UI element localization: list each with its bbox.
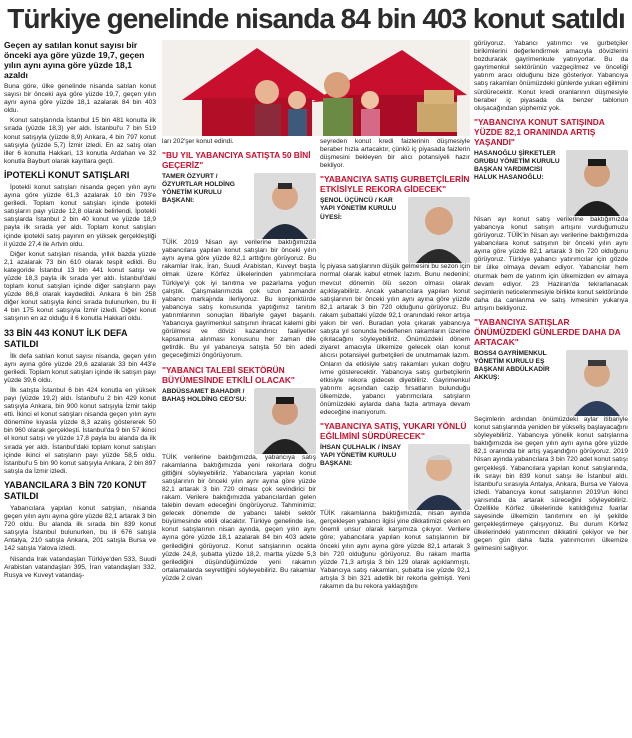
quote-title: "YABANCI TALEBİ SEKTÖRÜN BÜYÜMESİNDE ETKİLİ OLACAK" <box>162 364 295 385</box>
family-house-photo <box>162 40 470 136</box>
headline: Türkiye genelinde nisanda 84 bin 403 konut satıldı <box>7 3 625 34</box>
speaker-name: İHSAN ÇULHALIK / İNSAY YAPI YÖNETİM KURULU BAŞKANI: <box>320 444 401 468</box>
portrait-photo <box>566 150 628 216</box>
paragraph: İlk satışta İstanbul 6 bin 424 konutla en yüksek payı (yüzde 19,2) aldı. İstanbul'u 2 bin 429 konut satışıyla Ankara, bin 900 konut satışıyla İzmir takip etti. İkinci el konut satışları nisanda geçen yılın aynı dönemine kıyasla yüzde 8,3 azalış göstererek 50 bin 960 olarak gerçekleşti. İstanbul'da 9 bin 57 ikinci el konut satışı ve yüzde 17,8 payla bu alanda da ilk sırada yer aldı. İstanbul'daki toplam konut satışları içinde ikinci el satışların payı yüzde 58,5 oldu. İstanbul'u 5 bin 90 konut satışıyla Ankara, 2 bin 897 satışla da İzmir izledi. <box>4 386 156 475</box>
family-house-illustration <box>162 40 470 136</box>
column-1 <box>4 40 156 736</box>
speaker-block <box>162 388 316 454</box>
column-4 <box>474 40 628 736</box>
subheading: 33 BİN 443 KONUT İLK DEFA SATILDI <box>4 327 128 349</box>
paragraph: TÜİK rakamlarına baktığımızda, nisan ayında gerçekleşen yabancı ilgisi yine dikkatimizi çeken en önemli unsur olarak karşımıza çıkıyor. Verilere göre; yabancılara yapılan konut satışlarının bir önceki yılın aynı ayına göre yüzde 82,1 artarak 3 bin 720 olduğunu görüyoruz. Bu rakam martta yüzde 71,3 artışla 3 bin 129 olarak açıklanmıştı. Yabancıya satış rakamları, şubatta ise yüzde 92,1 artışla 3 bin 321 adetlik bir rekorla gelmişti. Yeni rakamın da bu rekora yaklaştığını <box>320 510 470 590</box>
speaker-name: BOSS4 GAYRİMENKUL YÖNETİM KURULU EŞ BAŞKANI ABDÜLKADİR AKKUŞ: <box>474 349 550 382</box>
paragraph: ları 202'şer konut edindi. <box>162 138 234 145</box>
speaker-block <box>474 150 628 216</box>
speaker-name: HASANOĞLU ŞİRKETLER GRUBU YÖNETİM KURULU BAŞKAN YARDIMCISI HALUK HASANOĞLU: <box>474 149 560 182</box>
paragraph: Nisanda Irak vatandaşları Türkiye'den 533, Suudi Arabistan vatandaşları 395, İran vatandaşları 332, Rusya ve Kuveyt vatandaş- <box>4 555 156 579</box>
speaker-block <box>474 350 628 416</box>
person-icon <box>254 388 316 454</box>
quote-title: "YABANCIYA SATIŞ, YUKARI YÖNLÜ EĞİLİMİNİ SÜRDÜRECEK" <box>320 421 467 442</box>
subheading: İPOTEKLİ KONUT SATIŞLARI <box>4 169 130 180</box>
speaker-block <box>162 173 316 239</box>
column-3 <box>320 138 470 736</box>
paragraph: İpotekli konut satışları nisanda geçen yılın aynı ayına göre yüzde 61,3 azalarak 10 bin 793'e geriledi. Toplam konut satışları içinde ipotekli satışların payı yüzde 12,8 olarak belirlendi. İpotekli satışlarda İstanbul 2 bin 40 konut ve yüzde 18,9 payla ilk sırada yer aldı. Toplam konut satışları içinde ipotekli satış payının en yüksek gerçekleştiği il yüzde 27,4 ile Artvin oldu. <box>4 183 156 248</box>
paragraph: TÜİK verilerine baktığımızda, yabancıya satış rakamlarına baktığımızda yeni rekorlara doğru gittiğini söyleyebiliriz. Yabancılara yapılan konut satışlarının bir önceki yılın aynı ayına göre yüzde 82,1 artarak 3 bin 720 olması çok sevindirici bir rakam. Verilere baktığımızda yabancılardan gelen talebin devam edeceğini öngörüyoruz. Tahminimiz; gelecek dönemde de yabancı talebi sektör büyümesinde etkili olacaktır. Türkiye genelinde ise, konut satışlarının nisan ayında, geçen yılın aynı ayına göre yüzde 18,1 azalarak 84 bin 403 adete gerilediğini görüyoruz. Konut satışlarının ocakta yüzde 24,8, şubatta yüzde 18,2, martta yüzde 5,3 gerilediğini düşündüğümüzde yeni rakamın ortalamalarda seyrettiğini söyleyebiliriz. Bu rakamlar yüzde 2 civarı <box>162 453 316 582</box>
portrait-photo <box>408 197 470 263</box>
person-icon <box>566 350 628 416</box>
quote-title: "YABANCIYA SATIŞ GURBETÇİLERİN ETKİSİYLE REKORA GİDECEK" <box>320 174 470 195</box>
speaker-name: ŞENOL ÜÇÜNCÜ / KAR YAPI YÖNETİM KURULU ÜYESİ: <box>320 197 397 221</box>
speaker-name: ABDÜSSAMET BAHADIR / BAHAŞ HOLDİNG CEO'SU: <box>162 387 247 403</box>
person-icon <box>254 173 316 239</box>
portrait-photo <box>566 350 628 416</box>
portrait-photo <box>408 444 470 510</box>
column-2 <box>162 138 316 736</box>
paragraph: İlk defa satılan konut sayısı nisanda, geçen yılın aynı ayına göre yüzde 29,6 azalarak 33 bin 443'e geriledi. Toplam konut satışları içinde ilk satışın payı yüzde 39,6 oldu. <box>4 352 156 384</box>
paragraph: Konut satışlarında İstanbul 15 bin 481 konutla ilk sırada (yüzde 18,3) yer aldı. İstanbul'u 7 bin 519 konut satışıyla (yüzde 8,9) Ankara, 4 bin 797 konut satışıyla (yüzde 5,7) İzmir izledi. En az satış olan iller 6 konutla Hakkari, 13 konutla Ardahan ve 32 konutla Bayburt olarak kayıtlara geçti. <box>4 117 156 165</box>
person-icon <box>566 150 628 216</box>
quote-title: "YABANCIYA SATIŞLAR ÖNÜMÜZDEKİ GÜNLERDE DAHA DA ARTACAK" <box>474 316 621 347</box>
paragraph: İç piyasa satışlarının düşük gelmesini bu sezon için normal olarak kabul etmek lazım. Bunu nedenini; mevcut dönemin ölü sezon olması olarak açıklayabiliriz. Ancak yabancılara yapılan konut satışlarının bir önceki yılın aynı ayına göre yüzde 82,1 artarak 3 bin 720 olduğunu görüyoruz. Bu rakam şubattaki yüzde 92,1 oranındaki rekor artışa yakın bir veri. Buradan yola çıkarak yabancıya satışta yıl sonunda hedeflenen rakamların üzerine çıkılacağını söyleyebiliriz. Önümüzdeki dönem ziyaret amacıyla ülkemize gelecek olan konut alıcısı potansiyel gurbetçileri de unutmamak lazım. Onların da etkisiyle satış rakamları yukarı doğru ivme gösterecektir. Yabancıya satış gurbetçilerin etkisiyle rekora gidecek diyebiliriz. Gayrimenkul yatırımı açısından cazip fırsatların bulunduğu ülkemizde, yabancı yatırımcılara satışların önümüzdeki aylarda daha fazla artmaya devam edeceğine inanıyorum. <box>320 263 470 417</box>
lead-paragraph: Geçen ay satılan konut sayısı bir önceki aya göre yüzde 19,7, geçen yılın aynı ayına göre yüzde 18,1 azaldı <box>4 40 145 80</box>
paragraph: Nisan ayı konut satış verilerine baktığımızda yabancıya konut satışın artışını vurduğumuzu görüyoruz. TÜİK'in Nisan ayı verilerine baktığımızda yabancılara konut satışının bir önceki yılın aynı ayına göre yüzde 82,1 artarak 3 bin 720 olduğunu görüyoruz. Türkiye yabancı yatırımcılar için gözde bir ülke olmaya devam ediyor. Yabancılar hem oturmak hem de yatırım için ülkemizden ev almaya devam ediyor. 23 Haziran'da tekrarlanacak seçimlerin neticelenmesiyle birlikte konut sektöründe daha da canlanma ve satış ivmesinin yukarıya artışını bekliyoruz. <box>474 215 628 312</box>
quote-title: "YABANCIYA KONUT SATIŞINDA YÜZDE 82,1 ORANINDA ARTIŞ YAŞANDI" <box>474 116 605 147</box>
paragraph: seyreden konut kredi faizlerinin düşmesiyle beraber hızla artacaktır, çünkü iç piyasada faizlerin düşmesini bekleyen bir alıcı potansiyeli hazır bekliyor. <box>320 138 470 170</box>
person-icon <box>408 444 470 510</box>
person-icon <box>408 197 470 263</box>
paragraph: Buna göre, ülke genelinde nisanda satılan konut sayısı bir önceki aya göre yüzde 19,7, geçen yılın aynı ayına göre yüzde 18,1 azalarak 84 bin 403 oldu. <box>4 83 156 115</box>
portrait-photo <box>254 388 316 454</box>
paragraph: Seçimlerin ardından önümüzdeki aylar itibariyle konut satışlarında yeniden bir yükseliş başlayacağını söyleyebiliriz. Yabancıya yönelik konut satışlarına baktığımızda ise geçen yılın aynı ayına göre yüzde 82,1 oranında bir artış yaşandığını görüyoruz. 2019 Nisan ayında yabancılara 3 bin 720 adet konut satışı gerçekleşti. Yabancılara yapılan konut satışlarında, ilk sırayı bin 839 konut satışı ile İstanbul aldı. İstanbul'u sırasıyla Antalya, Ankara, Bursa ve Yalova izledi. Yabancıya konut satışlarının 2019'un ikinci yarısında da artarak süreceğini söyleyebiliriz. Özellikle Körfez ülkelerinde katıldığımız fuarlar sayesinde ülkemizin tanıtımını en iyi şekilde gerçekleştirmeye çalışıyoruz. Bu durum Körfez ülkelerindeki yatırımcının dikkatini çekiyor ve her geçen gün daha fazla yatırımcının ülkemize gelmesini sağlıyor. <box>474 415 628 553</box>
speaker-block <box>320 197 470 263</box>
portrait-photo <box>254 173 316 239</box>
paragraph: Diğer konut satışları nisanda, yıllık bazda yüzde 2,1 azalarak 73 bin 610 olarak tespit edildi. Bu kategoride İstanbul 13 bin 441 konut satışı ve yüzde 18,3 payla ilk sırada yer aldı. İstanbul'daki toplam konut satışları içinde diğer satışların payı yüzde 86,8 olarak kaydedildi. Ankara 6 bin 258 diğer konut satışıyla ikinci sırada bulunurken, bu ili 4 bin 175 konut satışıyla İzmir izledi. Diğer konut satışının en az olduğu il 6 konutla Hakkari oldu. <box>4 250 156 323</box>
paragraph: görüyoruz. Yabancı yatırımcı ve gurbetçiler birikimlerini değerlendirmek amacıyla dövizlerini bozdurarak gayrimenkule yatırıyorlar. Bu da gayrimenkul sektörünün vazgeçilmez ve önceliği yatırım aracı olduğunu bize gösteriyor. Yabancıya satış rakamları önümüzdeki günlerde yukarı eğilimini sürdürecektir. Konut kredi oranlarının düşmesiyle beraber iç piyasada da benzer tablonun oluşacağından şüphemiz yok. <box>474 40 628 112</box>
subheading: YABANCILARA 3 BİN 720 KONUT SATILDI <box>4 479 147 501</box>
speaker-name: TAMER ÖZYURT / ÖZYURTLAR HOLDİNG YÖNETİM KURULU BAŞKANI: <box>162 173 235 205</box>
speaker-block <box>320 444 470 510</box>
paragraph: TÜİK 2019 Nisan ayı verilerine baktığımızda yabancılara yapılan konut satışları bir önceki yılın aynı ayına göre yüzde 82,1 arttığını görüyoruz. Bu rakamlar Irak, İran, Suudi Arabistan, Kuveyt başta olmak üzere Körfez ülkelerinden yatırımcılara Türkiye'yi çok iyi tanıtma ve pazarlama yoğun çalıştık. Çalışmalarımızda çok uzun zamandır yabancı markajında ilerliyoruz. Bu konjonktürde yabancıya satış konusunda yaptığımız tanıtım yatırımlarının sonuçları itibariyle gayet başarılı. Yabancıya gayrimenkul satışının ihracat kalemi gibi görülmesi ve dövizi kazandırıcı faaliyetler kapsamına alınması konusunu her zaman dile getirdik. Bu yıl yabancıya satışta 50 bin adedi geçeceğimizi öngörüyorum. <box>162 239 316 360</box>
paragraph: Yabancılara yapılan konut satışları, nisanda geçen yılın aynı ayına göre yüzde 82,1 artarak 3 bin 720 oldu. Bu alanda ilk sırada bin 839 konut satışıyla İstanbul bulunurken, bu ili 676 satışla Antalya, 210 satışla Ankara, 201 satışla Bursa ve 142 satışla Yalova izledi. <box>4 504 156 553</box>
quote-title: "BU YIL YABANCIYA SATIŞTA 50 BİNİ GEÇERİZ" <box>162 150 311 171</box>
